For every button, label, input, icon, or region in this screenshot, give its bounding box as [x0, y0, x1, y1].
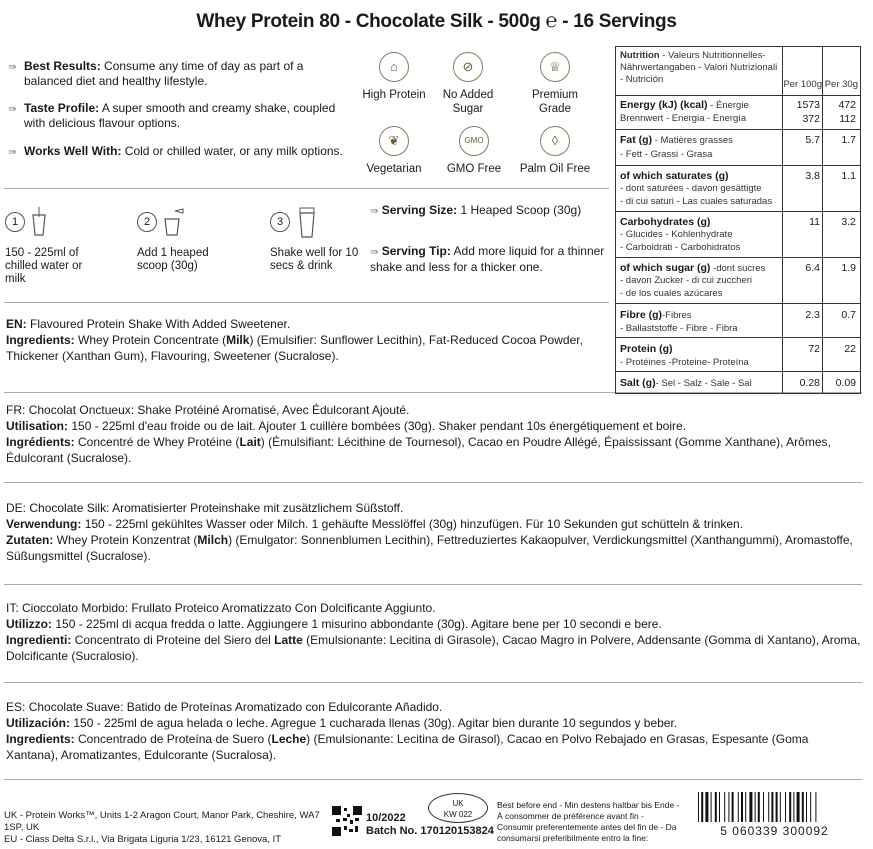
ing-text: Concentrado de Proteína de Suero ( [78, 732, 272, 746]
usage-text: 150 - 225ml de agua helada o leche. Agregue 1 cucharada llenas (30g). Agitar bien durante 10 segundos y beber. [73, 716, 678, 730]
nut-val: 472 [838, 99, 856, 111]
batch-number: Batch No. 17012015382‌4 [366, 825, 494, 837]
nutrition-row-protein [616, 337, 860, 371]
benefit-label: Taste Profile: [24, 101, 100, 115]
usage-text: 150 - 225ml d'eau froide ou de lait. Ajouter 1 cuillère bombées (30g). Shaker pendant 10s énergétiquement et boire. [71, 419, 687, 433]
nutrition-header-row [616, 47, 860, 95]
serving-tip-text: Add more liquid for a thinner shake and less for a thicker one. [370, 244, 605, 274]
nut-name: Energy (kJ) (kcal) [620, 99, 708, 111]
nut-val: 6.4 [805, 262, 820, 274]
allergen: Latte [274, 633, 303, 647]
nut-val: 0.28 [799, 377, 820, 389]
lang-code: ES: [6, 700, 26, 714]
nut-sub: - di cui saturi - Las cuales saturadas [620, 196, 773, 207]
drop-icon: ◊ [540, 126, 570, 156]
barcode-bar [793, 792, 794, 822]
nut-name-rest: -dont sucres [710, 263, 766, 274]
barcode-bar [745, 792, 746, 822]
manufacturer-address [4, 810, 324, 846]
divider [4, 584, 862, 585]
benefit-works-well [8, 144, 353, 160]
barcode-bar [724, 792, 725, 822]
barcode-bar [755, 792, 756, 822]
step-2 [137, 205, 237, 273]
nut-sub: - dont saturées - davon gesättigte [620, 183, 762, 194]
badge-label: No Added Sugar [442, 89, 494, 115]
divider [4, 779, 862, 780]
nutrition-row-energy [616, 95, 860, 129]
barcode-bar [749, 792, 752, 822]
serving-size-text: 1 Heaped Scoop (30g) [460, 203, 582, 217]
nutrition-row-sugar [616, 257, 860, 303]
nut-name: Protein (g) [620, 343, 673, 355]
barcode-bar [763, 792, 764, 822]
barcode-bar [810, 792, 811, 822]
allergen: Milk [226, 333, 250, 347]
nut-val: 0.7 [841, 309, 856, 321]
nut-name: Salt (g) [620, 377, 656, 389]
col-per-30g: Per 30g [824, 79, 858, 90]
badge-label: Vegetarian [366, 163, 422, 175]
usage-label: Utilización: [6, 716, 71, 730]
ing-text: ) (Emulsionante: Lecitina de Girasol), Cacao en Polvo Rebajado en Grasas, Espesante (Goma Xantana), Aromatizantes, Edulcorante (Sucralosa). [6, 732, 809, 762]
barcode-bar [797, 792, 800, 822]
barcode-bar [802, 792, 804, 822]
step-number: 3 [270, 212, 290, 232]
ing-text: Concentré de Whey Protéine ( [78, 435, 240, 449]
nut-name-rest: - Sel - Salz - Sale - Sal [655, 378, 752, 389]
barcode-bar [719, 792, 720, 822]
barcode-bar [789, 792, 791, 822]
benefit-text: Cold or chilled water, or any milk options. [124, 144, 343, 158]
nut-sub: - de los cuales azúcares [620, 288, 723, 299]
usage-text: 150 - 225ml di acqua fredda o latte. Aggiungere 1 misurino abbondante (30g). Agitare bene per 10 secondi e bere. [55, 617, 662, 631]
usage-label: Verwendung: [6, 517, 82, 531]
ing-text: Whey Protein Concentrate ( [78, 333, 227, 347]
product-title [0, 10, 873, 33]
barcode-bar [732, 792, 734, 822]
step-text: 150 - 225ml of chilled water or milk [5, 247, 83, 285]
nut-val: 1573 [796, 99, 820, 111]
lang-desc: Chocolate Silk: Aromatisierter Proteinshake mit zusätzlichem Süßstoff. [29, 501, 404, 515]
serving-size [370, 203, 605, 219]
nut-val: 11 [809, 216, 820, 228]
nut-val: 3.8 [805, 170, 820, 182]
stamp-line: KW 022 [443, 810, 473, 819]
nut-name-rest: - Matières grasses [652, 135, 733, 146]
step-3 [270, 205, 362, 273]
divider [4, 682, 862, 683]
allergen: Milch [197, 533, 229, 547]
section-es [6, 699, 861, 763]
nut-val: 3.2 [841, 216, 856, 228]
uk-stamp [428, 793, 488, 823]
barcode-bar [758, 792, 760, 822]
gmo-icon: GMO [459, 126, 489, 156]
nut-name: Fat (g) [620, 134, 653, 146]
ingredients-label: Ingredients: [6, 333, 75, 347]
nutrition-table [615, 46, 861, 394]
best-before-text: Best before end - Min destens haltbar bis Ende - À consommer de préférence avant fin - Consumir preferentemente antes del fin de - Da consumarsi preferibilmente entro la fine: [497, 800, 680, 843]
nut-name: Carbohydrates (g) [620, 216, 711, 228]
ingredients-label: Ingrédients: [6, 435, 75, 449]
no-sugar-icon: ⊘ [453, 52, 483, 82]
nut-val: 0.09 [835, 377, 856, 389]
nut-name-rest: -Fibres [662, 310, 692, 321]
benefit-best-results [8, 59, 353, 89]
divider [4, 188, 609, 189]
benefit-text: A super smooth and creamy shake, coupled with delicious flavour options. [24, 101, 336, 130]
benefit-label: Best Results: [24, 59, 101, 73]
lang-code: DE: [6, 501, 27, 515]
address-eu: EU - Class Delta S.r.l., Via Brigata Liguria 1/23, 16121 Genova, IT [4, 834, 282, 845]
arrow-icon: ⇛ [370, 247, 379, 258]
qr-code-icon [332, 806, 362, 836]
nut-val: 5.7 [805, 134, 820, 146]
barcode-number: 5 060339 300092 [720, 824, 829, 838]
barcode-bar [806, 792, 807, 822]
house-icon: ⌂ [379, 52, 409, 82]
nut-sub: - Carboidrati - Carbohidratos [620, 242, 741, 253]
trophy-icon: ♕ [540, 52, 570, 82]
badge-label: Palm Oil Free [519, 163, 591, 175]
allergen: Lait [239, 435, 261, 449]
barcode-bar [738, 792, 739, 822]
barcode-bar [701, 792, 703, 822]
nut-val: 1.1 [841, 170, 856, 182]
badge-high-protein [356, 52, 432, 102]
ing-text: ) (Emulsifier: Sunflower Lecithin), Fat-Reduced Cocoa Powder, Thickener (Xanthan Gum), Flavouring, Sweetener (Sucralose). [6, 333, 583, 363]
nut-name: Fibre (g) [620, 309, 662, 321]
e-mark: ℮ [545, 10, 558, 32]
badge-palm-oil-free [517, 126, 593, 176]
nut-sub: - Protéines -Proteine- Proteína [620, 357, 749, 368]
ing-text: ) (Émulsifiant: Lécithine de Tournesol), Cacao en Poudre Allégé, Épaississant (Gomme Xanthane), Arômes, Édulcorant (Sucralose). [6, 435, 831, 465]
lang-desc: Flavoured Protein Shake With Added Sweetener. [30, 317, 291, 331]
lang-code: EN: [6, 317, 27, 331]
serving-tip-label: Serving Tip: [381, 244, 451, 258]
ing-text: Whey Protein Konzentrat ( [56, 533, 198, 547]
allergen: Leche [271, 732, 307, 746]
arrow-icon: ⇛ [8, 104, 17, 115]
lang-desc: Cioccolato Morbido: Frullato Proteico Aromatizzato Con Dolcificante Aggiunto. [22, 601, 436, 615]
shaker-icon [296, 205, 318, 239]
nut-name: of which saturates (g) [620, 170, 729, 182]
nut-sub: Brennwert - Energia - Energía [620, 113, 747, 124]
nutrition-title: Nutrition [620, 50, 660, 61]
nutrition-row-carbs [616, 211, 860, 257]
nut-sub: - Fett - Grassi - Grasa [620, 149, 713, 160]
nutrition-title-rest: - Valeurs Nutritionnelles- Nährwertangaben - Valori Nutrizionali - Nutrición [620, 50, 778, 85]
arrow-icon: ⇛ [8, 62, 17, 73]
barcode-bar [815, 792, 816, 822]
ingredients-label: Ingredienti: [6, 633, 72, 647]
barcode-bar [741, 792, 743, 822]
barcode-bar [780, 792, 781, 822]
usage-text: 150 - 225ml gekühltes Wasser oder Milch. 1 gehäufte Messlöffel (30g) hinzufügen. Für 10 Sekunden gut schütteln & trinken. [84, 517, 744, 531]
lang-code: IT: [6, 601, 19, 615]
benefit-text: Consume any time of day as part of a balanced diet and healthy lifestyle. [24, 59, 304, 88]
section-it [6, 600, 861, 664]
nut-val: 72 [808, 343, 820, 355]
barcode-bar [698, 792, 699, 822]
barcode-bars [690, 792, 860, 828]
divider [4, 302, 609, 303]
badge-label: High Protein [362, 89, 426, 101]
benefit-taste-profile [8, 101, 353, 131]
title-servings: - 16 Servings [562, 11, 677, 32]
badge-gmo-free [436, 126, 512, 176]
badge-label: Premium Grade [531, 89, 578, 115]
col-per-100g: Per 100g [783, 79, 822, 90]
ing-text: (Emulsionante: Lecitina di Girasole), Cacao Magro in Polvere, Addensante (Gomma di Xantano), Aroma, Dolcificante (Sucralosio). [6, 633, 861, 663]
nut-val: 2.3 [805, 309, 820, 321]
barcode [687, 792, 862, 846]
serving-tip [370, 244, 610, 275]
nutrition-row-fibre [616, 303, 860, 337]
lang-code: FR: [6, 403, 26, 417]
step-number: 2 [137, 212, 157, 232]
serving-size-label: Serving Size: [381, 203, 458, 217]
ing-text: Concentrato di Proteine del Siero del [74, 633, 275, 647]
leaf-icon: ❦ [379, 126, 409, 156]
step-number: 1 [5, 212, 25, 232]
nut-name-rest: - Énergie [707, 100, 749, 111]
nut-sub: - Glucides - Kohlenhydrate [620, 229, 733, 240]
nut-sub: - davon Zucker - di cui zuccheri [620, 275, 752, 286]
lang-desc: Chocolate Suave: Batido de Proteínas Aromatizado con Edulcorante Añadido. [28, 700, 443, 714]
section-fr [6, 402, 861, 466]
ing-text: ) (Emulgator: Sonnenblumen Lecithin), Fettreduziertes Kakaopulver, Verdickungsmittel (Xanthangummi), Aromastoffe, Süßungsmittel (Sucralose). [6, 533, 853, 563]
divider [4, 482, 862, 483]
lang-desc: Chocolat Onctueux: Shake Protéiné Aromatisé, Avec Édulcorant Ajouté. [28, 403, 410, 417]
arrow-icon: ⇛ [8, 147, 17, 158]
batch-date: 10/2022 [366, 812, 406, 824]
barcode-bar [771, 792, 773, 822]
badge-label: GMO Free [446, 163, 502, 175]
section-en [6, 316, 606, 364]
nut-val: 112 [839, 113, 856, 125]
badge-no-added-sugar [430, 52, 506, 116]
nut-val: 1.9 [841, 262, 856, 274]
nut-val: 1.7 [841, 134, 856, 146]
title-main: Whey Protein 80 - Chocolate Silk - 500g [196, 11, 541, 32]
nut-val: 372 [802, 113, 820, 125]
barcode-bar [768, 792, 769, 822]
step-text: Add 1 heaped scoop (30g) [137, 247, 209, 272]
step-text: Shake well for 10 secs & drink [270, 247, 359, 272]
arrow-icon: ⇛ [370, 206, 379, 217]
badge-premium-grade [517, 52, 593, 116]
barcode-bar [715, 792, 717, 822]
stamp-line: UK [452, 799, 464, 808]
step-1 [5, 205, 105, 286]
barcode-bar [776, 792, 778, 822]
nutrition-row-saturates [616, 165, 860, 211]
nut-name: of which sugar (g) [620, 262, 711, 274]
nut-val: 22 [844, 343, 856, 355]
ingredients-label: Zutaten: [6, 533, 54, 547]
barcode-bar [711, 792, 712, 822]
barcode-bar [785, 792, 786, 822]
barcode-bar [728, 792, 729, 822]
nutrition-row-salt [616, 371, 860, 393]
nutrition-row-fat [616, 129, 860, 165]
nut-sub: - Ballaststoffe - Fibre - Fibra [620, 323, 738, 334]
badge-vegetarian [356, 126, 432, 176]
scoop-icon [163, 207, 185, 237]
benefit-label: Works Well With: [24, 144, 122, 158]
address-uk: UK - Protein Works™, Units 1-2 Aragon Court, Manor Park, Cheshire, WA7 1SP, UK [4, 810, 320, 833]
glass-icon [31, 207, 47, 237]
usage-label: Utilisation: [6, 419, 68, 433]
section-de [6, 500, 861, 564]
barcode-bar [705, 792, 708, 822]
usage-label: Utilizzo: [6, 617, 52, 631]
ingredients-label: Ingredients: [6, 732, 75, 746]
